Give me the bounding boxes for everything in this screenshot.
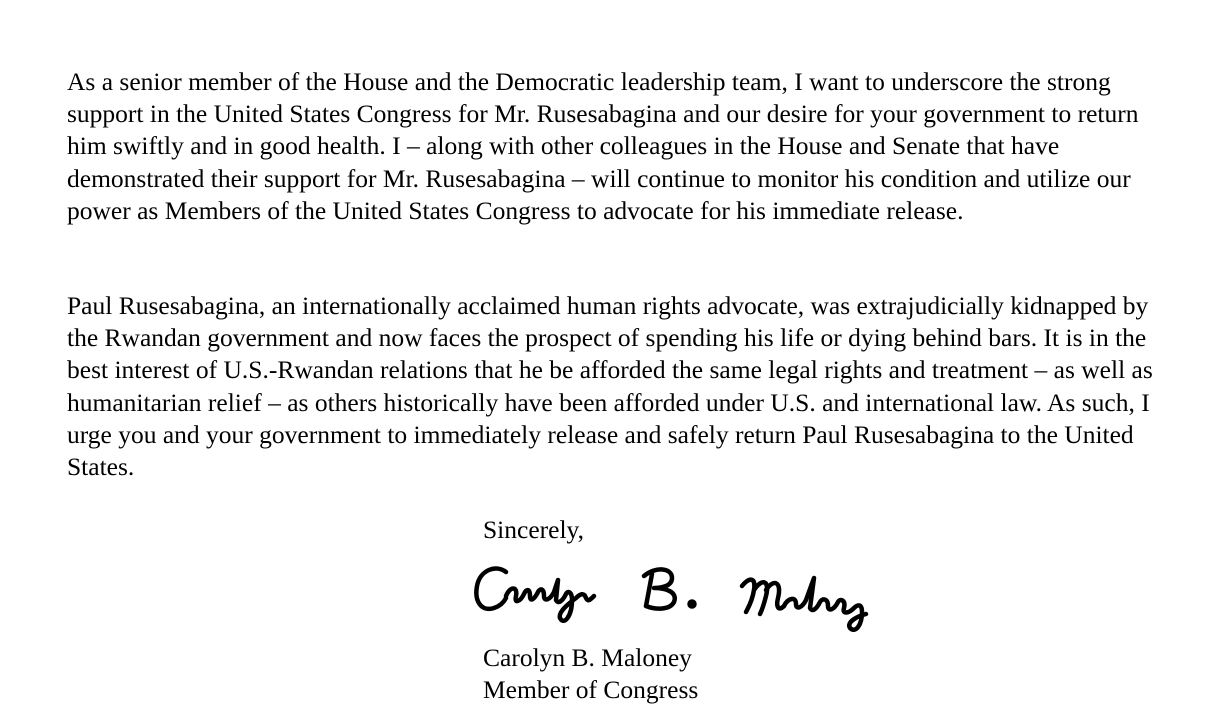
letter-paragraph-1: As a senior member of the House and the Democratic leadership team, I want to underscore the strong support in the United States Congress for Mr. Rusesabagina and our desire for your government to return him swiftly and in good health. I – along with other colleagues in the House and Senate that have demonstrated their support for Mr. Rusesabagina – will continue to monitor his condition and utilize our power as Members of the United States Congress to advocate for his immediate release. <box>67 67 1139 225</box>
signer-name: Carolyn B. Maloney <box>483 643 692 672</box>
handwritten-signature <box>466 556 886 646</box>
letter-paragraph-2: Paul Rusesabagina, an internationally acclaimed human rights advocate, was extrajudicially kidnapped by the Rwandan government and now faces the prospect of spending his life or dying behind bars. It is in the best interest of U.S.-Rwandan relations that he be afforded the same legal rights and treatment – as well as humanitarian relief – as others historically have been afforded under U.S. and international law. As such, I urge you and your government to immediately release and safely return Paul Rusesabagina to the United States. <box>67 291 1153 482</box>
letter-closing: Sincerely, <box>483 515 585 544</box>
signer-title: Member of Congress <box>483 675 699 704</box>
